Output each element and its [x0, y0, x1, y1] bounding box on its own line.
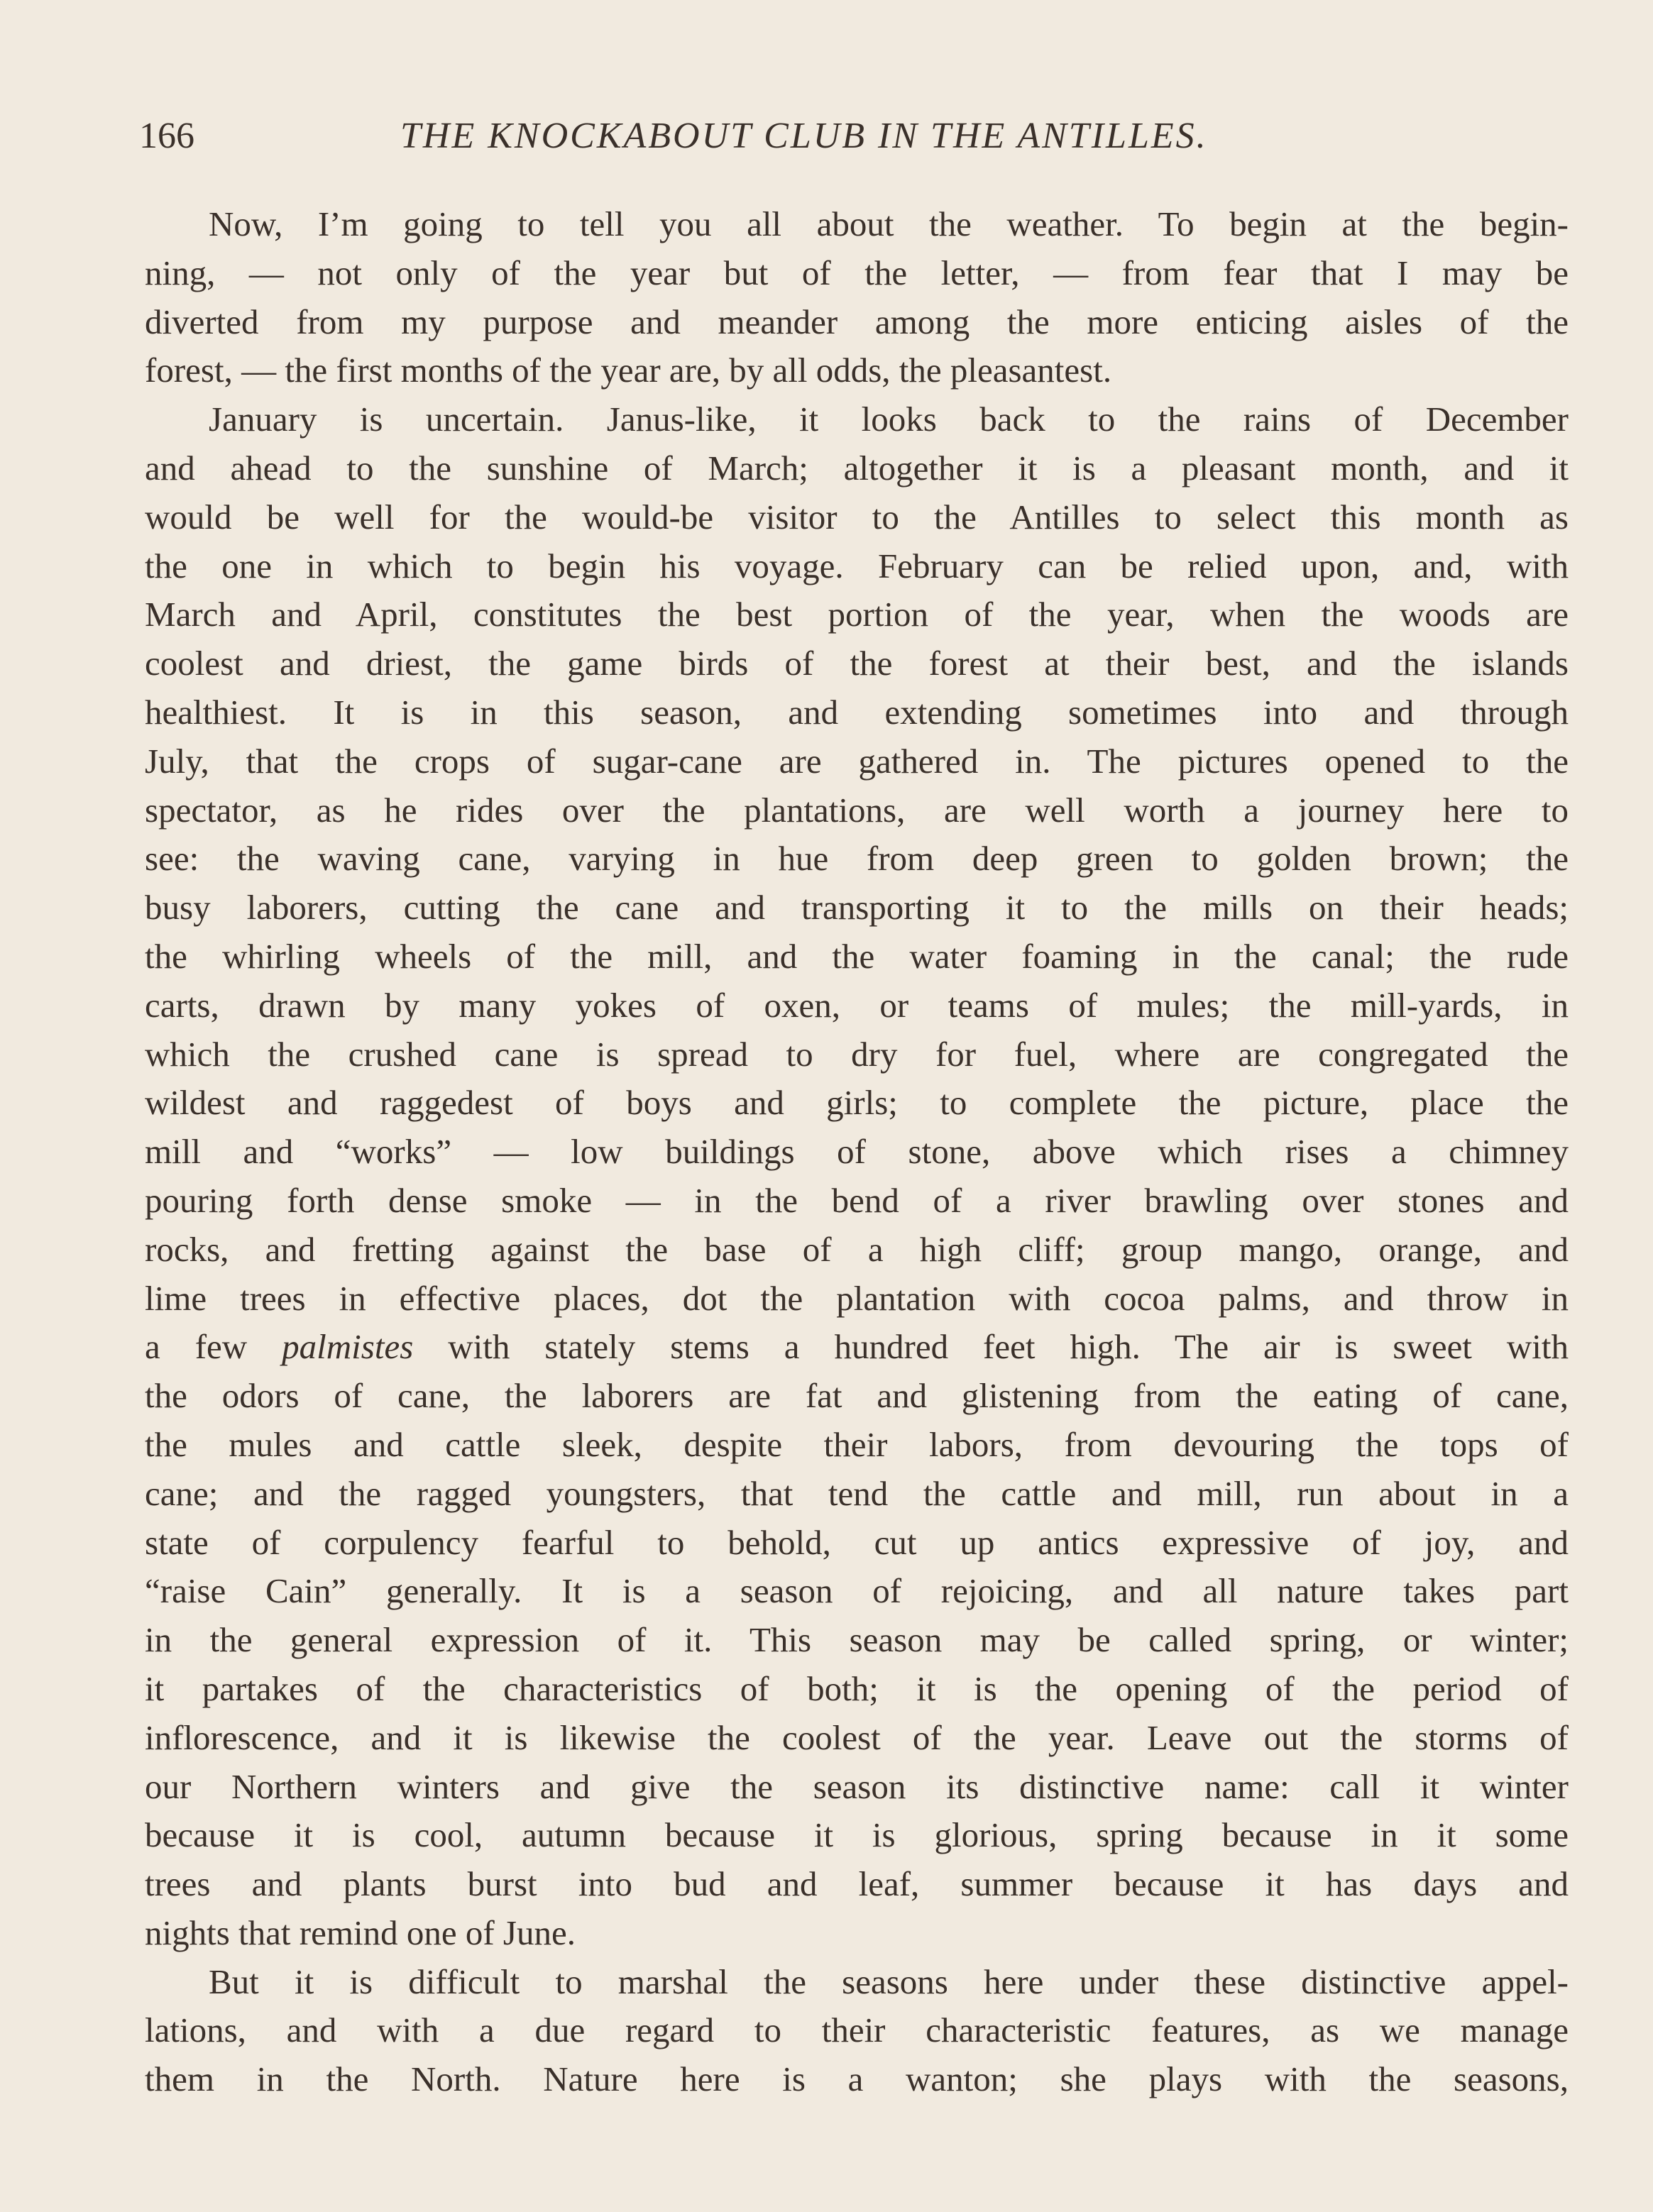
text-line: our Northern winters and give the season its distinctive name: call it winter — [145, 1766, 1569, 1806]
paragraph — [145, 1958, 1569, 2104]
text-line: inflorescence, and it is likewise the coolest of the year. Leave out the storms of — [145, 1717, 1569, 1757]
italic-word: palmistes — [282, 1327, 414, 1367]
text-line: a few palmistes with stately stems a hundred feet high. The air is sweet with — [145, 1327, 1569, 1367]
text-line: But it is difficult to marshal the seasons here under these distinctive appel- — [209, 1961, 1569, 2001]
body-text — [145, 200, 1569, 2104]
text-line: diverted from my purpose and meander among the more enticing aisles of the — [145, 302, 1569, 341]
text-line: the odors of cane, the laborers are fat and glistening from the eating of cane, — [145, 1376, 1569, 1416]
text-line: January is uncertain. Janus-like, it looks back to the rains of December — [209, 400, 1569, 439]
text-line: trees and plants burst into bud and leaf, summer because it has days and — [145, 1864, 1569, 1904]
text-line: “raise Cain” generally. It is a season of rejoicing, and all nature takes part — [145, 1571, 1569, 1611]
running-title: THE KNOCKABOUT CLUB IN THE ANTILLES. — [400, 116, 1208, 156]
text-line: lations, and with a due regard to their characteristic features, as we manage — [145, 2010, 1569, 2050]
text-line: rocks, and fretting against the base of a high cliff; group mango, orange, and — [145, 1229, 1569, 1269]
text-line: them in the North. Nature here is a wanton; she plays with the seasons, — [145, 2059, 1569, 2099]
text-line: busy laborers, cutting the cane and transporting it to the mills on their heads; — [145, 888, 1569, 928]
text-line: the mules and cattle sleek, despite their labors, from devouring the tops of — [145, 1424, 1569, 1464]
paragraph — [145, 395, 1569, 1958]
text-line: and ahead to the sunshine of March; altogether it is a pleasant month, and it — [145, 448, 1569, 488]
text-line: the one in which to begin his voyage. February can be relied upon, and, with — [145, 546, 1569, 585]
text-line: forest, — the first months of the year are, by all odds, the pleasantest. — [145, 351, 1112, 390]
text-line: mill and “works” — low buildings of stone, above which rises a chimney — [145, 1132, 1569, 1172]
text-line: see: the waving cane, varying in hue from deep green to golden brown; the — [145, 839, 1569, 879]
text-line: cane; and the ragged youngsters, that tend the cattle and mill, run about in a — [145, 1473, 1569, 1513]
text-line: wildest and raggedest of boys and girls; to complete the picture, place the — [145, 1083, 1569, 1123]
text-line: nights that remind one of June. — [145, 1913, 576, 1952]
text-line: the whirling wheels of the mill, and the water foaming in the canal; the rude — [145, 936, 1569, 976]
page-number: 166 — [139, 116, 194, 156]
text-line: spectator, as he rides over the plantations, are well worth a journey here to — [145, 790, 1569, 830]
text-line: July, that the crops of sugar-cane are gathered in. The pictures opened to the — [145, 741, 1569, 781]
text-line: coolest and driest, the game birds of the forest at their best, and the islands — [145, 644, 1569, 683]
text-line: would be well for the would-be visitor to the Antilles to select this month as — [145, 497, 1569, 537]
text-line: March and April, constitutes the best portion of the year, when the woods are — [145, 595, 1569, 634]
text-line: because it is cool, autumn because it is glorious, spring because in it some — [145, 1815, 1569, 1855]
text-line: ning, — not only of the year but of the letter, — from fear that I may be — [145, 253, 1569, 292]
text-line: carts, drawn by many yokes of oxen, or teams of mules; the mill-yards, in — [145, 985, 1569, 1025]
text-line: it partakes of the characteristics of both; it is the opening of the period of — [145, 1668, 1569, 1708]
text-line: pouring forth dense smoke — in the bend of a river brawling over stones and — [145, 1180, 1569, 1220]
text-line: which the crushed cane is spread to dry for fuel, where are congregated the — [145, 1034, 1569, 1074]
text-line: healthiest. It is in this season, and extending sometimes into and through — [145, 692, 1569, 732]
running-head — [139, 108, 1331, 165]
text-line: lime trees in effective places, dot the plantation with cocoa palms, and throw in — [145, 1278, 1569, 1318]
text-line: Now, I’m going to tell you all about the weather. To begin at the begin- — [209, 204, 1569, 243]
paragraph — [145, 200, 1569, 395]
text-line: state of corpulency fearful to behold, cut up antics expressive of joy, and — [145, 1522, 1569, 1562]
text-line: in the general expression of it. This season may be called spring, or winter; — [145, 1620, 1569, 1660]
